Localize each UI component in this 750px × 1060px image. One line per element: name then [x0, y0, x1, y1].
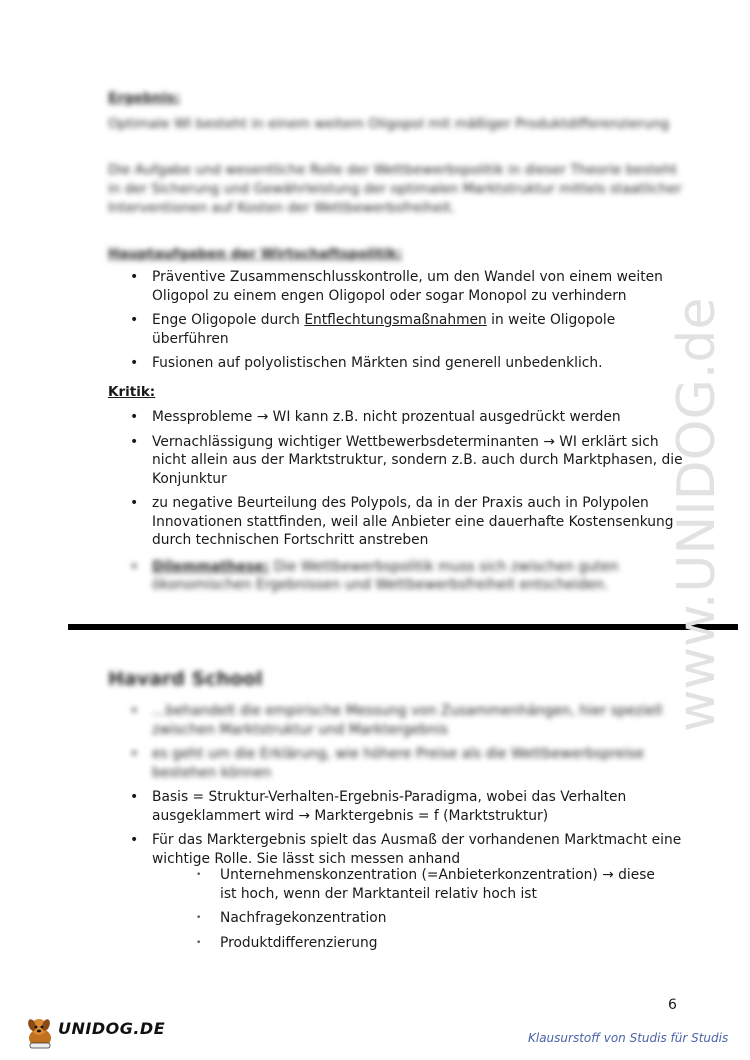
bullet-icon: • [130, 832, 139, 848]
list-item [108, 433, 693, 489]
hauptaufgaben-heading: Hauptaufgaben der Wirtschaftspolitik: [108, 246, 403, 262]
aufgabe-paragraph: Die Aufgabe und wesentliche Rolle der Wettbewerbspolitik in dieser Theorie besteht in der Sicherung und Gewährleistung der optimalen Marktstruktur mittels staatlicher Interventionen auf Kosten der Wettbewerbsfreiheit. [108, 162, 682, 216]
unidog-logo [22, 1016, 166, 1050]
havard-list [108, 702, 693, 874]
list-item-text: Für das Marktergebnis spielt das Ausmaß der vorhandenen Marktmacht eine wichtige Rolle. Sie lässt sich messen anhand [152, 832, 682, 867]
list-item-text: in weite Oligopole überführen [152, 312, 616, 347]
bullet-icon: • [130, 312, 139, 328]
bullet-icon: • [130, 789, 139, 805]
watermark [628, 270, 750, 740]
hauptaufgaben-list [108, 268, 693, 379]
list-item-text: Vernachlässigung wichtiger Wettbewerbsdeterminanten → WI erklärt sich nicht allein aus der Marktstruktur, sondern z.B. auch durch Marktphasen, die Konjunktur [152, 433, 683, 487]
footer-tagline: Klausurstoff von Studis für Studis [528, 1031, 729, 1045]
bullet-icon: • [130, 409, 139, 425]
list-item [108, 494, 693, 550]
list-item-text: Basis = Struktur-Verhalten-Ergebnis-Paradigma, wobei das Verhalten ausgeklammert wird → Marktergebnis = f (Marktstruktur) [152, 789, 627, 824]
dilemma-text: Die Wettbewerbspolitik muss sich zwischen guten ökonomischen Ergebnissen und Wettbewerbsfreiheit entscheiden. [152, 558, 619, 593]
dilemma-label: Dilemmathese: [152, 558, 270, 575]
bullet-icon: • [130, 355, 139, 371]
sub-list-item [196, 909, 666, 928]
bullet-icon: • [130, 495, 139, 511]
sub-bullet-icon: • [196, 937, 202, 948]
list-item [108, 311, 693, 348]
kritik-list [108, 408, 693, 601]
list-item [108, 702, 693, 739]
sub-list-item-text: Unternehmenskonzentration (=Anbieterkonzentration) → diese ist hoch, wenn der Marktanteil relativ hoch ist [220, 867, 655, 902]
bullet-icon: • [130, 703, 139, 719]
sub-list-item-text: Nachfragekonzentration [220, 910, 387, 926]
list-item [108, 268, 693, 305]
bullet-icon: • [130, 746, 139, 762]
bullet-icon: • [130, 558, 139, 575]
sub-bullet-icon: • [196, 913, 202, 923]
logo-text: UNIDOG.DE [58, 1019, 166, 1038]
page-number: 6 [668, 997, 677, 1013]
ergebnis-heading: Ergebnis: [108, 90, 181, 106]
sub-bullet-icon: • [196, 870, 202, 880]
section-title: Havard School [108, 668, 263, 690]
list-item-text: Messprobleme → WI kann z.B. nicht prozentual ausgedrückt werden [152, 409, 621, 425]
sub-list-item [196, 866, 666, 903]
watermark-text: www.UNIDOG.de [667, 297, 727, 732]
list-item-text: Enge Oligopole durch [152, 312, 305, 328]
sub-list-item [196, 934, 666, 953]
list-item-text: …behandelt die empirische Messung von Zusammenhängen, hier speziell zwischen Marktstruktur und Marktergebnis [152, 703, 663, 738]
bullet-icon: • [130, 269, 139, 285]
list-item-text: es geht um die Erklärung, wie höhere Preise als die Wettbewerbspreise bestehen können [152, 746, 644, 781]
entflechtung-link[interactable]: Entflechtungsmaßnahmen [304, 312, 487, 328]
dog-icon [22, 1016, 58, 1050]
kritik-heading: Kritik: [108, 384, 156, 400]
list-item-text: Fusionen auf polyolistischen Märkten sind generell unbedenklich. [152, 355, 603, 371]
list-item [108, 831, 693, 868]
list-item [108, 408, 693, 427]
list-item [108, 745, 693, 782]
measurement-sublist [196, 866, 666, 958]
sub-list-item-text: Produktdifferenzierung [220, 934, 378, 951]
list-item [108, 354, 693, 373]
list-item [108, 788, 693, 825]
ergebnis-text: Optimale WI besteht in einem weitem Oligopol mit mäßiger Produktdifferenzierung [108, 116, 670, 132]
list-item [108, 558, 693, 595]
list-item-text: zu negative Beurteilung des Polypols, da in der Praxis auch in Polypolen Innovationen stattfinden, weil alle Anbieter eine dauerhafte Kostensenkung durch technischen Fortschritt anstreben [152, 495, 674, 548]
list-item-text: Präventive Zusammenschlusskontrolle, um den Wandel von einem weiten Oligopol zu einem engen Oligopol oder sogar Monopol zu verhindern [152, 269, 663, 304]
bullet-icon: • [130, 433, 139, 450]
